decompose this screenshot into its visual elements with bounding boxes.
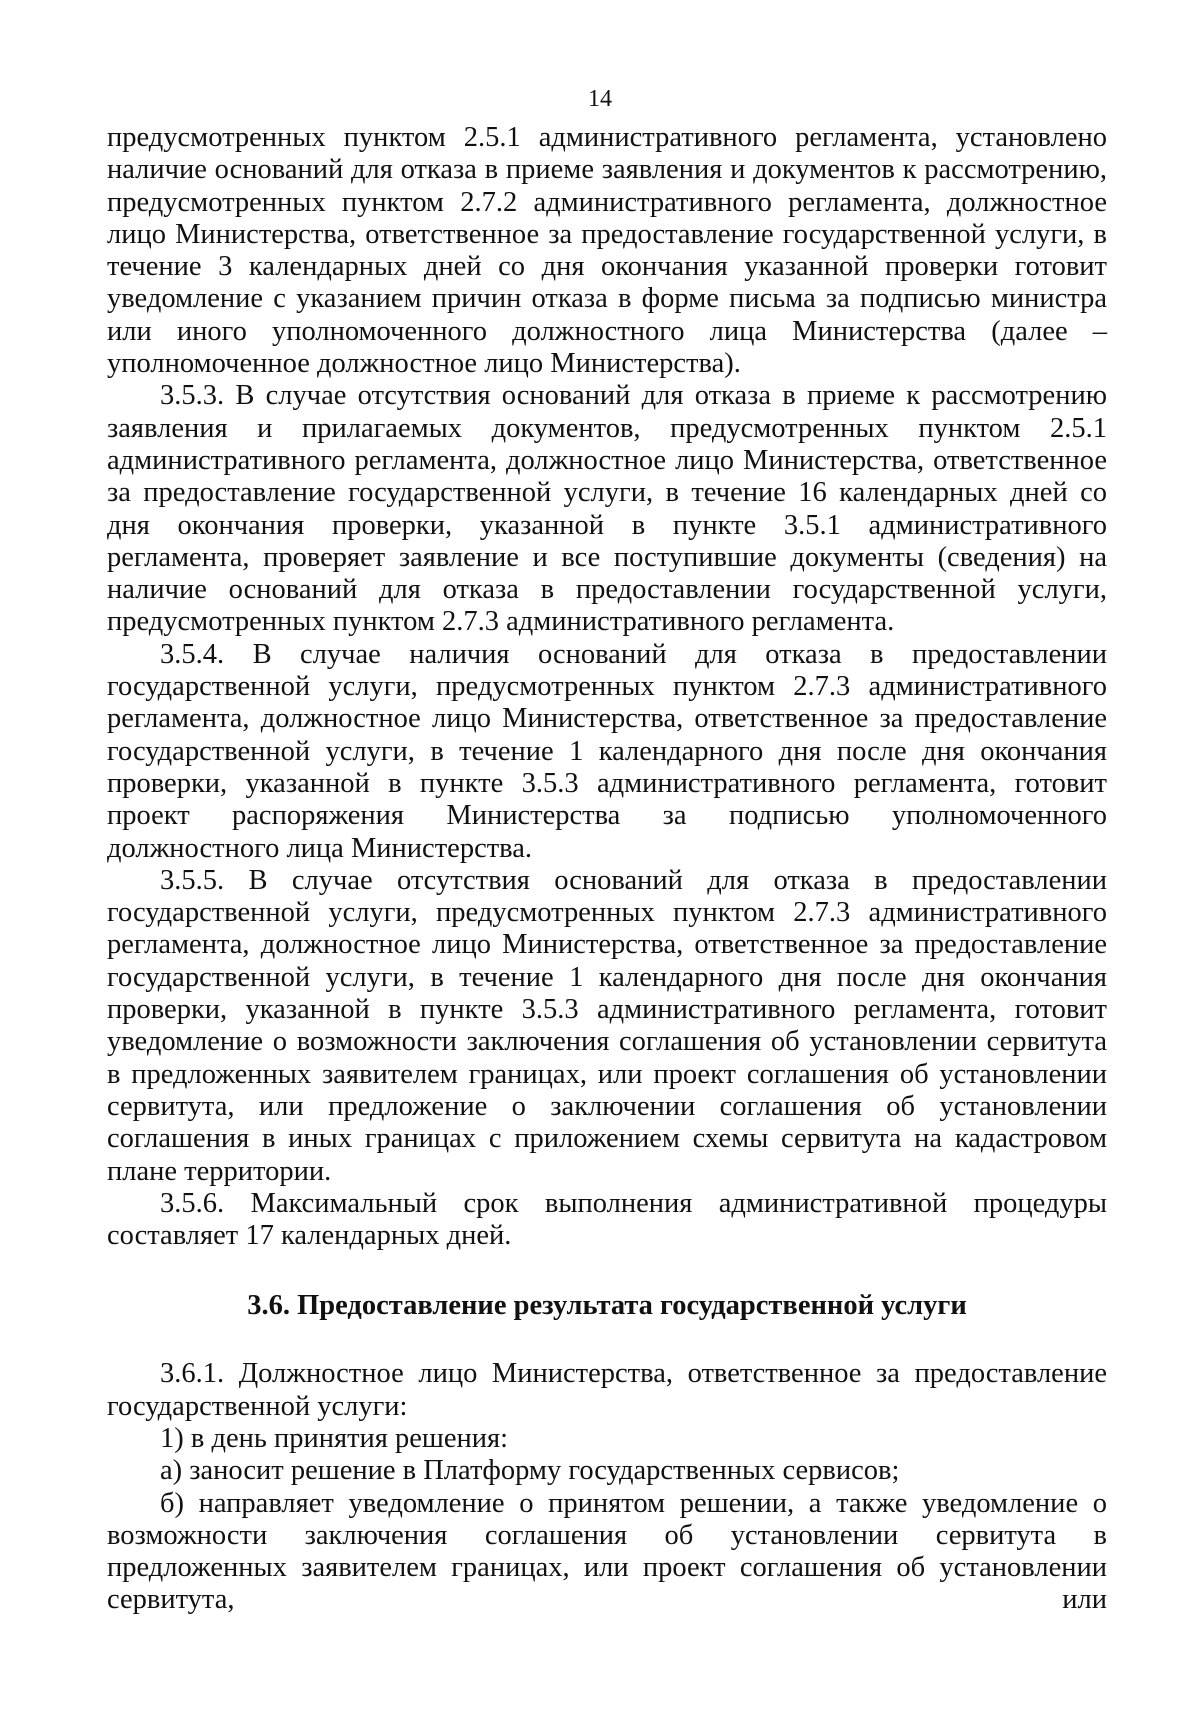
paragraph-3-6-1: 3.6.1. Должностное лицо Министерства, ответственное за предоставление государственной услуги:	[107, 1358, 1107, 1422]
paragraph-3-5-6: 3.5.6. Максимальный срок выполнения административной процедуры составляет 17 календарных дней.	[107, 1187, 1107, 1252]
section-heading-3-6: 3.6. Предоставление результата государственной услуги	[247, 1290, 967, 1322]
list-item-a: а) заносит решение в Платформу государственных сервисов;	[160, 1455, 900, 1487]
paragraph-3-5-3: 3.5.3. В случае отсутствия оснований для отказа в приеме к рассмотрению заявления и прилагаемых документов, предусмотренных пунктом 2.5.1 административного регламента, должностное лицо Министерства, ответственное за предоставление государственной услуги, в течение 16 календарных дней со дня окончания проверки, указанной в пункте 3.5.1 административного регламента, проверяет заявление и все поступившие документы (сведения) на наличие оснований для отказа в предоставлении государственной услуги, предусмотренных пунктом 2.7.3 административного регламента.	[107, 380, 1107, 638]
document-body	[107, 122, 1107, 1617]
paragraph-3-5-4: 3.5.4. В случае наличия оснований для отказа в предоставлении государственной услуги, предусмотренных пунктом 2.7.3 административного регламента, должностное лицо Министерства, ответственное за предоставление государственной услуги, в течение 1 календарного дня после дня окончания проверки, указанной в пункте 3.5.3 административного регламента, готовит проект распоряжения Министерства за подписью уполномоченного должностного лица Министерства.	[107, 638, 1107, 864]
paragraph-continued: предусмотренных пунктом 2.5.1 административного регламента, установлено наличие оснований для отказа в приеме заявления и документов к рассмотрению, предусмотренных пунктом 2.7.2 административного регламента, должностное лицо Министерства, ответственное за предоставление государственной услуги, в течение 3 календарных дней со дня окончания указанной проверки готовит уведомление с указанием причин отказа в форме письма за подписью министра или иного уполномоченного должностного лица Министерства (далее – уполномоченное должностное лицо Министерства).	[107, 122, 1107, 380]
list-item-1: 1) в день принятия решения:	[160, 1422, 509, 1454]
list-item-b: б) направляет уведомление о принятом решении, а также уведомление о возможности заключения соглашения об установлении сервитута в предложенных заявителем границах, или проект соглашения об установлении сервитута, или	[107, 1487, 1107, 1616]
paragraph-3-5-5: 3.5.5. В случае отсутствия оснований для отказа в предоставлении государственной услуги, предусмотренных пунктом 2.7.3 административного регламента, должностное лицо Министерства, ответственное за предоставление государственной услуги, в течение 1 календарного дня после дня окончания проверки, указанной в пункте 3.5.3 административного регламента, готовит уведомление о возможности заключения соглашения об установлении сервитута в предложенных заявителем границах, или проект соглашения об установлении сервитута, или предложение о заключении соглашения об установлении соглашения в иных границах с приложением схемы сервитута на кадастровом плане территории.	[107, 864, 1107, 1187]
page-number: 14	[588, 86, 612, 112]
